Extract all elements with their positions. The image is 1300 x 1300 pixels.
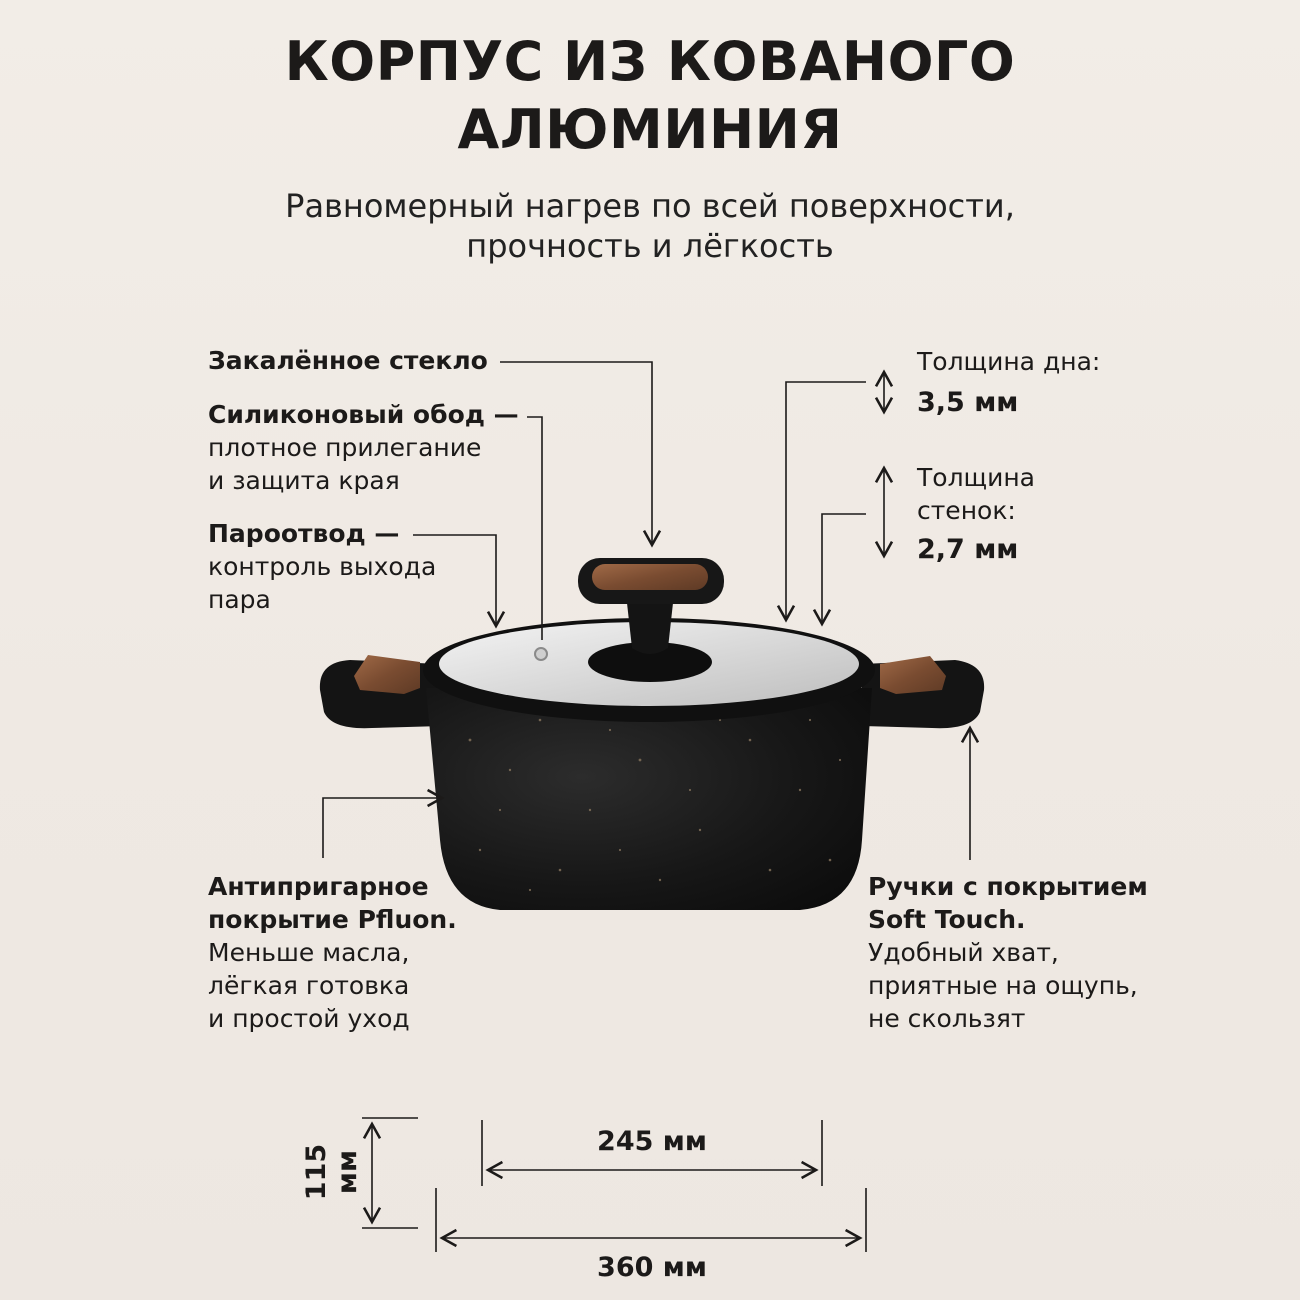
subtitle-line2: прочность и лёгкость bbox=[466, 227, 834, 265]
subtitle-line1: Равномерный нагрев по всей поверхности, bbox=[285, 187, 1015, 225]
height-dimension-label: 115 мм bbox=[301, 1143, 363, 1201]
bottom-thickness-value: 3,5 мм bbox=[917, 387, 1019, 418]
wall-thickness-value: 2,7 мм bbox=[917, 534, 1019, 565]
rim-callout-line1: плотное прилегание bbox=[208, 433, 482, 462]
steam-vent bbox=[535, 648, 547, 660]
vent-callout-line1: контроль выхода bbox=[208, 552, 437, 581]
coating-callout-title2: покрытие Pfluon. bbox=[208, 905, 457, 934]
rim-callout-line2: и защита края bbox=[208, 466, 400, 495]
handles-callout-title1: Ручки с покрытием bbox=[868, 872, 1148, 901]
coating-callout-title1: Антипригарное bbox=[208, 872, 429, 901]
vent-callout-title: Пароотвод — bbox=[208, 519, 400, 548]
handles-callout-line1: Удобный хват, bbox=[868, 938, 1059, 967]
glass-callout-title: Закалённое стекло bbox=[208, 346, 488, 375]
handles-callout-title2: Soft Touch. bbox=[868, 905, 1026, 934]
total-width-label: 360 мм bbox=[597, 1252, 707, 1283]
right-handle bbox=[862, 656, 984, 728]
handles-callout-line3: не скользят bbox=[868, 1004, 1026, 1033]
coating-callout-line1: Меньше масла, bbox=[208, 938, 410, 967]
coating-callout-line3: и простой уход bbox=[208, 1004, 410, 1033]
page-title-line1: КОРПУС ИЗ КОВАНОГО bbox=[284, 30, 1016, 93]
wall-thickness-label1: Толщина bbox=[917, 463, 1036, 492]
coating-callout-line2: лёгкая готовка bbox=[208, 971, 410, 1000]
page-title-line2: АЛЮМИНИЯ bbox=[457, 98, 843, 161]
bottom-thickness-label: Толщина дна: bbox=[917, 347, 1101, 376]
vent-callout-line2: пара bbox=[208, 585, 271, 614]
wall-thickness-label2: стенок: bbox=[917, 496, 1016, 525]
handles-callout-line2: приятные на ощупь, bbox=[868, 971, 1138, 1000]
rim-callout-title: Силиконовый обод — bbox=[208, 400, 519, 429]
cooking-pot bbox=[320, 558, 984, 910]
inner-diameter-label: 245 мм bbox=[597, 1126, 707, 1157]
